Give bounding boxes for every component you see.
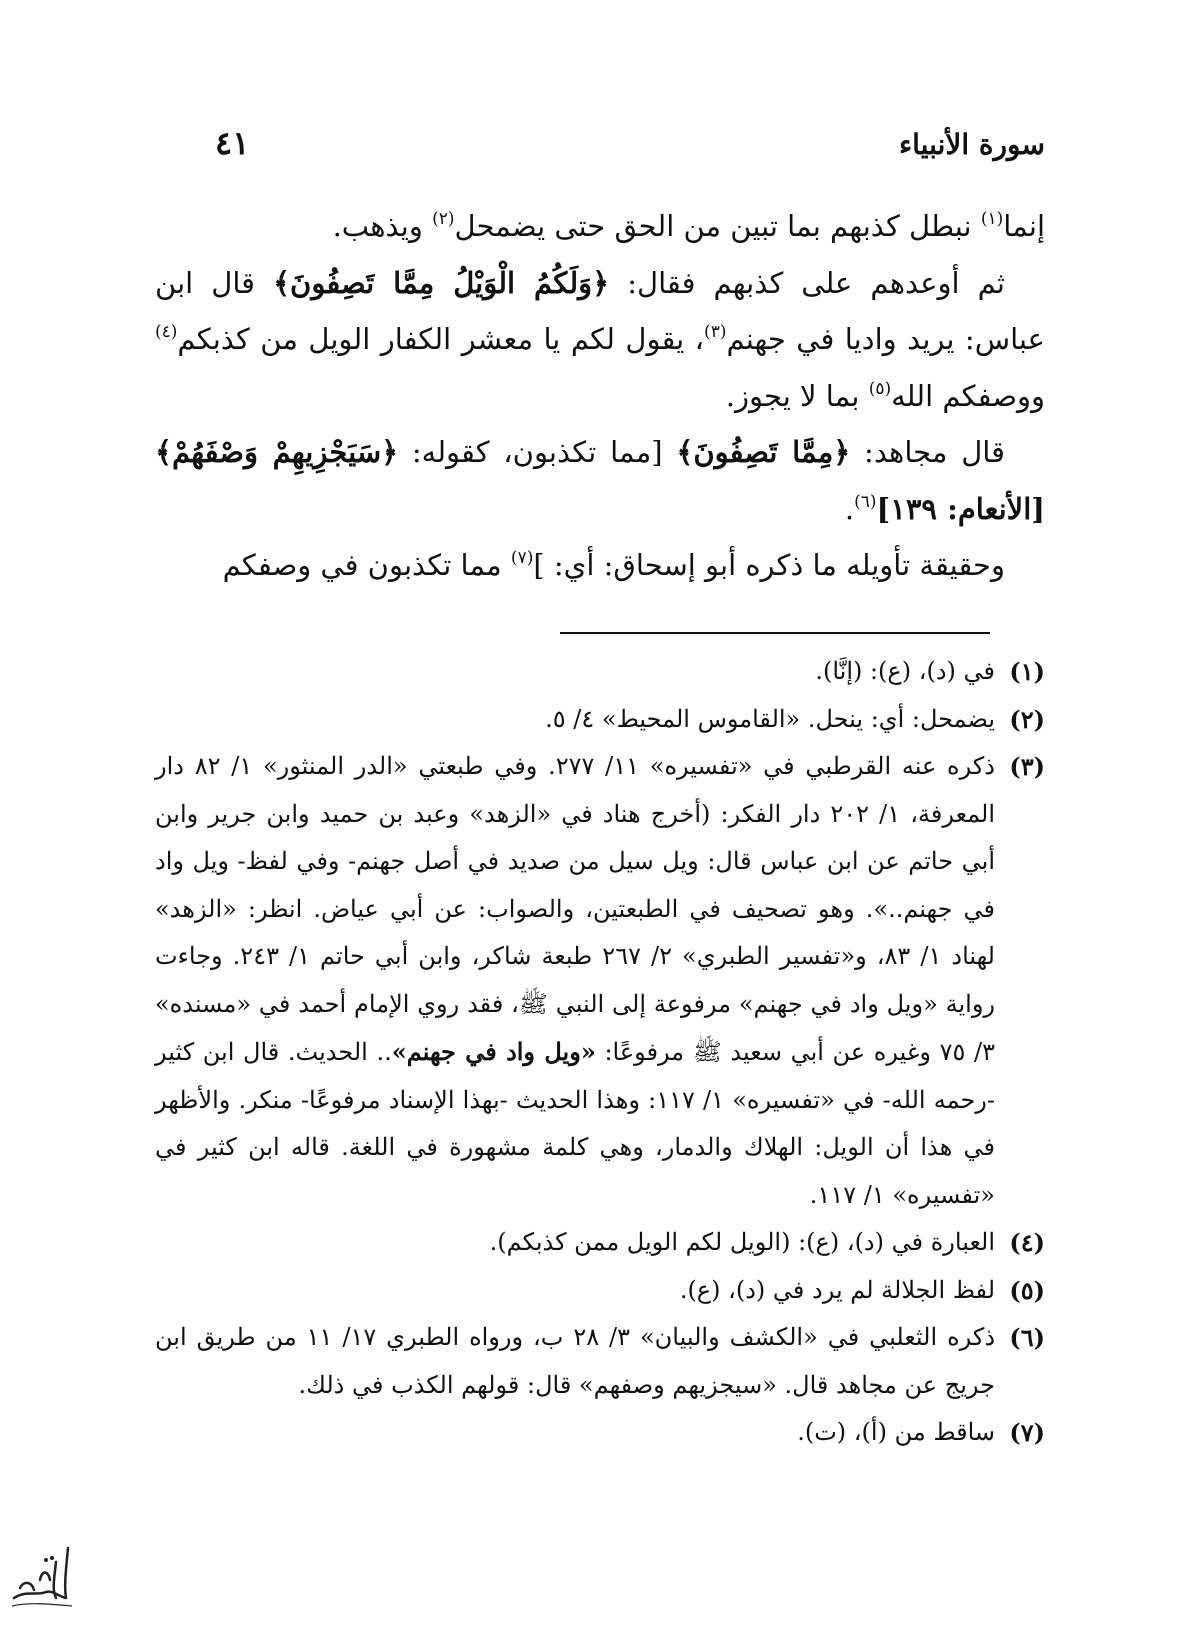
footnote-ref: (١) (980, 209, 1004, 229)
footnote-item (155, 1409, 1045, 1457)
footnote-item (155, 743, 1045, 1219)
quran-verse: ﴿مِمَّا تَصِفُونَ﴾ (676, 435, 851, 469)
footnote-item (155, 648, 1045, 696)
main-text (155, 198, 1045, 594)
text-span: [مما تكذبون، كقوله: (398, 435, 677, 469)
text-span: قال مجاهد: (850, 435, 1005, 469)
footnote-text: .. الحديث. قال ابن كثير -رحمه الله- في «تفسيره» ١/ ١١٧: وهذا الحديث -بهذا الإسناد مرفوعًا- منكر. والأظهر في هذا أن الويل: الهلاك والدمار، وهي كلمة مشهورة في اللغة. قاله ابن كثير في «تفسيره» ١/ ١١٧. (155, 1038, 996, 1209)
footnote-item (155, 1314, 1045, 1409)
footnote-number: (٢) (1009, 704, 1045, 734)
paragraph-1 (155, 198, 1045, 255)
text-span: نبطل كذبهم بما تبين من الحق حتى يضمحل (454, 209, 981, 243)
footnote-item (155, 696, 1045, 744)
text-span: إنما (1003, 209, 1045, 243)
page-header (215, 124, 1045, 168)
footnote-text: العبارة في (د)، (ع): (الويل لكم الويل ممن كذبكم). (489, 1228, 995, 1256)
footnote-number: (٤) (1009, 1228, 1045, 1257)
paragraph-2 (155, 255, 1045, 425)
paragraph-3 (155, 424, 1045, 537)
page-number: ٤١ (215, 124, 250, 162)
footnote-ref: (٣) (704, 322, 727, 342)
surah-title: سورة الأنبياء (898, 128, 1045, 161)
text-span: ، يقول لكم يا معشر الكفار الويل من كذبكم (177, 322, 705, 356)
footnote-number: (١) (1009, 657, 1045, 686)
text-span: ووصفكم الله (891, 378, 1045, 413)
footnote-ref: (٥) (868, 378, 892, 399)
footnote-number: (٣) (1009, 752, 1045, 781)
footnote-text: ذكره الثعلبي في «الكشف والبيان» ٣/ ٢٨ ب، ورواه الطبري ١٧/ ١١ من طريق ابن جريج عن مجاهد قال. «سيجزيهم وصفهم» قال: قولهم الكذب في ذلك. (155, 1323, 996, 1399)
footnote-ref: (٢) (432, 209, 455, 229)
footnote-text: يضمحل: أي: ينحل. «القاموس المحيط» ٤/ ٥. (545, 704, 995, 733)
footnote-item (155, 1267, 1045, 1315)
footnote-number: (٥) (1009, 1275, 1045, 1305)
text-span: وحقيقة تأويله ما ذكره أبو إسحاق: أي: ] (533, 548, 1005, 582)
text-span: بما لا يجوز. (725, 378, 869, 413)
footnote-separator (560, 632, 990, 634)
footnote-number: (٧) (1009, 1418, 1045, 1447)
paragraph-4 (155, 537, 1045, 594)
calligraphy-logo-icon (6, 1540, 76, 1620)
footnote-hadith: «ويل واد في جهنم» (391, 1037, 596, 1066)
footnote-text: في (د)، (ع): (إنَّا). (815, 657, 995, 685)
text-span: قال ابن عباس: يريد واديا في جهنم (155, 265, 1045, 356)
footnotes (155, 648, 1045, 1457)
footnote-text: لفظ الجلالة لم يرد في (د)، (ع). (679, 1275, 995, 1304)
footnote-ref: (٦) (854, 491, 877, 512)
footnote-item (155, 1219, 1045, 1267)
quran-verse: ﴿وَلَكُمُ الْوَيْلُ مِمَّا تَصِفُونَ﴾ (273, 265, 610, 300)
footnote-ref: (٤) (155, 322, 178, 342)
footnote-ref: (٧) (510, 548, 534, 568)
text-span: ويذهب. (332, 209, 433, 243)
text-span: مما تكذبون في وصفكم (222, 548, 511, 582)
text-span: . (844, 491, 855, 526)
surah-reference: [الأنعام: ١٣٩] (876, 491, 1045, 526)
footnote-text: ذكره عنه القرطبي في «تفسيره» ١١/ ٢٧٧. وفي طبعتي «الدر المنثور» ١/ ٨٢ دار المعرفة، ١/ ٢٠٢ دار الفكر: (أخرج هناد في «الزهد» وعبد بن حميد وابن جرير وابن أبي حاتم عن ابن عباس قال: ويل سيل من صديد في أصل جهنم- وفي لفظ- ويل واد في جهنم..». وهو تصحيف في الطبعتين، والصواب: عن أبي عياض. انظر: «الزهد» لهناد ١/ ٨٣، و«تفسير الطبري» ٢/ ٢٦٧ طبعة شاكر، وابن أبي حاتم ١/ ٢٤٣. وجاءت رواية «ويل واد في جهنم» مرفوعة إلى النبي ﷺ، فقد روي الإمام أحمد في «مسنده» ٣/ ٧٥ وغيره عن أبي سعيد ﷺ مرفوعًا: (155, 752, 996, 1066)
quran-verse: ﴿سَيَجْزِيهِمْ وَصْفَهُمْ﴾ (155, 435, 399, 469)
footnote-number: (٦) (1009, 1323, 1045, 1352)
footnote-text: ساقط من (أ)، (ت). (797, 1418, 995, 1446)
text-span: ثم أوعدهم على كذبهم فقال: (609, 265, 1006, 300)
